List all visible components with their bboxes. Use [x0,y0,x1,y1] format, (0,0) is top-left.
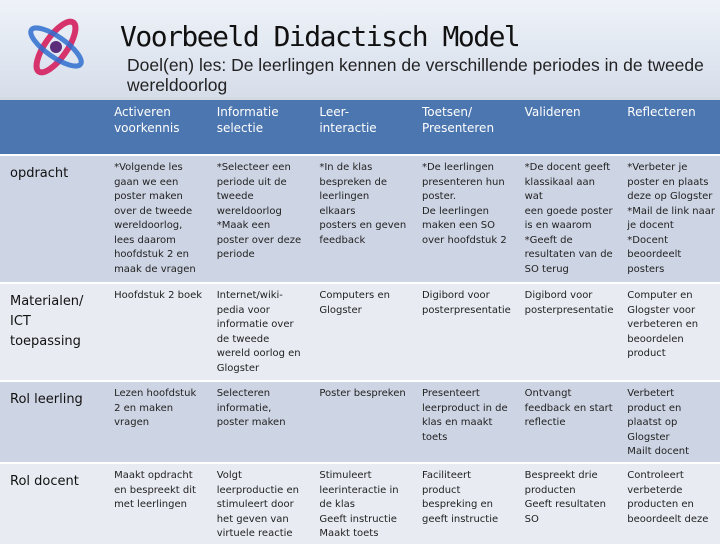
table-cell: *In de klas bespreken de leerlingen elkaars posters en geven feedback [309,155,412,283]
table-cell: Poster bespreken [309,381,412,463]
table-cell: *Selecteer een periode uit de tweede wereldoorlog *Maak een poster over deze periode [207,155,310,283]
table-cell: *De leerlingen presenteren hun poster. De leerlingen maken een SO over hoofdstuk 2 [412,155,515,283]
page-title: Voorbeeld Didactisch Model [120,20,520,53]
table-cell: *De docent geeft klassikaal aan wat een goede poster is en waarom *Geeft de resultaten van de SO terug [515,155,618,283]
table-cell: Maakt opdracht en bespreekt dit met leerlingen [104,463,207,544]
column-header: Leer- interactie [309,100,412,155]
row-header: Rol leerling [0,381,104,463]
row-header: Materialen/ ICT toepassing [0,283,104,381]
table-cell: *Volgende les gaan we een poster maken over de tweede wereldoorlog, lees daarom hoofdstuk 2 en maak de vragen [104,155,207,283]
table-cell: Computer en Glogster voor verbeteren en beoordelen product [617,283,720,381]
table-cell: Computers en Glogster [309,283,412,381]
table-cell: Digibord voor posterpresentatie [515,283,618,381]
table-cell: Controleert verbeterde producten en beoordeelt deze [617,463,720,544]
table-corner [0,100,104,155]
row-header: opdracht [0,155,104,283]
table-row [0,381,720,463]
lesson-goal [127,55,720,95]
didactic-model-table [0,100,720,544]
table-cell: Presenteert leerproduct in de klas en maakt toets [412,381,515,463]
table-header-row [0,100,720,155]
table-row [0,155,720,283]
table-cell: Digibord voor posterpresentatie [412,283,515,381]
table-cell: Lezen hoofdstuk 2 en maken vragen [104,381,207,463]
lesson-goal-line1: Doel(en) les: De leerlingen kennen de verschillende periodes in de tweede [127,55,704,75]
table-cell: Hoofdstuk 2 boek [104,283,207,381]
table-cell: Bespreekt drie producten Geeft resultaten SO [515,463,618,544]
row-header: Rol docent [0,463,104,544]
column-header: Informatie selectie [207,100,310,155]
table-cell: Stimuleert leerinteractie in de klas Geeft instructie Maakt toets [309,463,412,544]
column-header: Activeren voorkennis [104,100,207,155]
table-cell: Faciliteert product bespreking en geeft instructie [412,463,515,544]
column-header: Reflecteren [617,100,720,155]
table-cell: Volgt leerproductie en stimuleert door het geven van virtuele reactie [207,463,310,544]
table-cell: Verbetert product en plaatst op Glogster Mailt docent [617,381,720,463]
table-row [0,463,720,544]
table-cell: Internet/wiki- pedia voor informatie over de tweede wereld oorlog en Glogster [207,283,310,381]
table-row [0,283,720,381]
column-header: Toetsen/ Presenteren [412,100,515,155]
table-cell: Selecteren informatie, poster maken [207,381,310,463]
lesson-goal-line2: wereldoorlog [127,75,228,95]
table-cell: *Verbeter je poster en plaats deze op Glogster *Mail de link naar je docent *Docent beoordeelt posters [617,155,720,283]
atom-logo-icon [22,10,90,84]
table-cell: Ontvangt feedback en start reflectie [515,381,618,463]
column-header: Valideren [515,100,618,155]
